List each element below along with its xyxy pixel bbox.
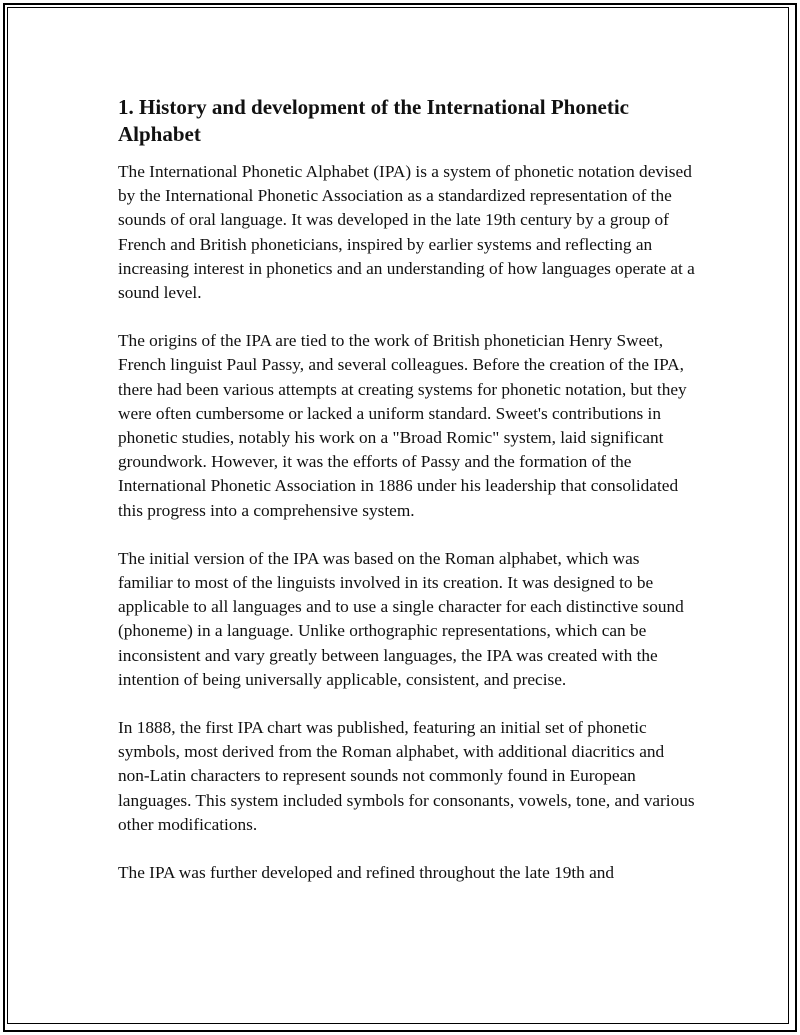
paragraph-intro: The International Phonetic Alphabet (IPA) is a system of phonetic notation devised by the International Phonetic Association as a standardized representation of the sounds of oral language. It was developed in the late 19th century by a group of French and British phoneticians, inspired by earlier systems and reflecting an increasing interest in phonetics and an understanding of how languages operate at a sound level. — [118, 162, 695, 303]
document-body — [118, 94, 698, 909]
paragraph-further-development: The IPA was further developed and refined throughout the late 19th and — [118, 863, 615, 883]
paragraph-first-chart: In 1888, the first IPA chart was published, featuring an initial set of phonetic symbols, most derived from the Roman alphabet, with additional diacritics and non-Latin characters to represent sounds not commonly found in European languages. This system included symbols for consonants, vowels, tone, and various other modifications. — [118, 718, 695, 834]
paragraph-initial-version: The initial version of the IPA was based on the Roman alphabet, which was familiar to most of the linguists involved in its creation. It was designed to be applicable to all languages and to use a single character for each distinctive sound (phoneme) in a language. Unlike orthographic representations, which can be inconsistent and vary greatly between languages, the IPA was created with the intention of being universally applicable, consistent, and precise. — [118, 548, 684, 689]
paragraph-origins: The origins of the IPA are tied to the work of British phonetician Henry Sweet, French linguist Paul Passy, and several colleagues. Before the creation of the IPA, there had been various attempts at creating systems for phonetic notation, but they were often cumbersome or lacked a uniform standard. Sweet's contributions in phonetic studies, notably his work on a "Broad Romic" system, laid significant groundwork. However, it was the efforts of Passy and the formation of the International Phonetic Association in 1886 under his leadership that consolidated this progress into a comprehensive system. — [118, 331, 687, 520]
section-heading: 1. History and development of the International Phonetic Alphabet — [118, 95, 629, 146]
